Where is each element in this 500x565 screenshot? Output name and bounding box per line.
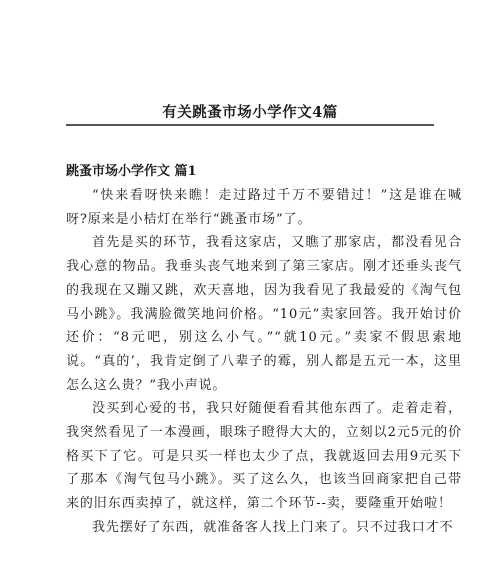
document-title: 有关跳蚤市场小学作文4篇 xyxy=(162,104,338,121)
paragraph: 我先摆好了东西，就准备客人找上门来了。只不过我口才不 xyxy=(92,519,454,535)
paragraph: 没买到心爱的书，我只好随便看看其他东西了。走着走着，我突然看见了一本漫画，眼珠子瞪得大大的，立刻以2元5元的价格买下了它。可是只买一样也太少了点，我就返回去用9元买下了那本《淘气包马小跳》。买了这么久，也该当回商家把自己带来的旧东西卖掉了，就这样，第二个环节--卖，要隆重开始啦！ xyxy=(66,401,462,512)
essay-body xyxy=(66,184,462,540)
paragraph: 首先是买的环节，我看这家店，又瞧了那家店，都没看见合我心意的物品。我垂头丧气地来到了第三家店。刚才还垂头丧气的我现在又蹦又跳，欢天喜地，因为我看见了我最爱的《淘气包马小跳》。我满脸微笑地问价格。“10元”卖家回答。我开始讨价还价：“8元吧，别这么小气。”“就10元。”卖家不假思索地说。“真的’，我肯定倒了八辈子的霉，别人都是五元一本，这里怎么这么贵？”我小声说。 xyxy=(66,235,462,393)
paragraph: “快来看呀快来瞧！走过路过千万不要错过！”这是谁在喊呀?原来是小桔灯在举行“跳蚤市场”了。 xyxy=(66,188,462,227)
title-divider xyxy=(66,124,434,126)
section-heading: 跳蚤市场小学作文 篇1 xyxy=(66,164,197,179)
